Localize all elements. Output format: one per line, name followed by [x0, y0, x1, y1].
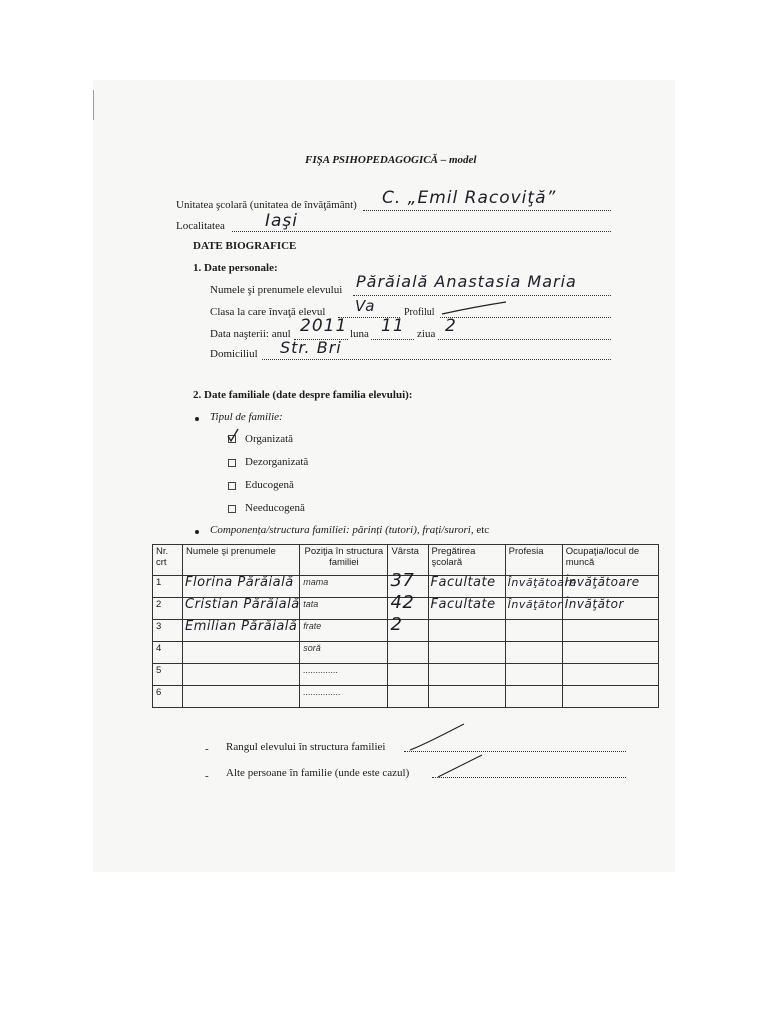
data-nasterii-label: Data naşterii: anul	[210, 328, 291, 340]
cell-pos	[300, 598, 388, 620]
cell-edu	[428, 664, 505, 686]
domiciliu-label: Domiciliul	[210, 348, 258, 360]
title-suffix: – model	[440, 154, 477, 166]
anul-value: 2011	[300, 316, 348, 336]
pos-text: frate	[303, 621, 322, 631]
cell-edu	[428, 620, 505, 642]
cell-prof	[505, 576, 577, 598]
cell-name	[183, 686, 300, 708]
header-profesia: Profesia	[505, 545, 562, 576]
cell-name	[183, 576, 300, 598]
clasa-value: Va	[355, 297, 376, 315]
cell-prof	[505, 642, 562, 664]
nume-line	[353, 295, 611, 296]
alte-strike	[436, 753, 486, 779]
cell-prof	[505, 664, 562, 686]
table-row	[153, 598, 659, 620]
cell-edu	[428, 598, 505, 620]
dash-rang: -	[205, 743, 209, 755]
luna-value: 11	[381, 316, 405, 336]
cell-occ	[562, 576, 658, 598]
document-title	[305, 154, 476, 167]
section-title: DATE BIOGRAFICE	[193, 240, 297, 252]
unitatea-line	[363, 210, 611, 211]
cell-name	[183, 664, 300, 686]
bullet-tip	[195, 417, 199, 421]
localitatea-value: Iaşi	[265, 211, 299, 231]
checkmark-icon	[226, 428, 240, 444]
cell-name	[183, 620, 300, 642]
checkbox-dezorganizata[interactable]	[228, 459, 236, 467]
componenta-italic: Componența/structura familiei: părinți (tutori), frați/surori,	[210, 524, 474, 536]
rang-label: Rangul elevului în structura familiei	[226, 741, 386, 753]
checkbox-educogena[interactable]	[228, 482, 236, 490]
pos-text: soră	[303, 643, 321, 653]
pos-text: tata	[303, 599, 319, 609]
bullet-componenta	[195, 530, 199, 534]
unitatea-value: C. „Emil Racoviţă”	[382, 188, 557, 208]
cell-prof	[505, 620, 562, 642]
edu-handwriting: Facultate	[430, 575, 496, 590]
nume-label: Numele şi prenumele elevului	[210, 284, 343, 296]
header-pregatirea: Pregătirea şcolară	[428, 545, 505, 576]
alte-label: Alte persoane în familie (unde este cazul)	[226, 767, 410, 779]
cell-pos	[300, 576, 388, 598]
title-main: FIŞA PSIHOPEDAGOGICĂ	[305, 154, 438, 166]
family-table	[152, 544, 659, 708]
componenta-etc: etc	[476, 524, 490, 536]
cell-nr: 3	[153, 620, 183, 642]
cell-pos	[300, 686, 388, 708]
unitatea-label: Unitatea şcolară (unitatea de învăţământ)	[176, 199, 357, 211]
cell-name	[183, 642, 300, 664]
cell-name	[183, 598, 300, 620]
cell-edu	[428, 686, 505, 708]
clasa-label: Clasa la care învaţă elevul	[210, 306, 326, 318]
dash-alte: -	[205, 770, 209, 782]
luna-label: luna	[350, 328, 369, 340]
age-handwriting: 2	[390, 614, 403, 635]
componenta-label	[210, 524, 489, 537]
name-handwriting: Florina Părăială	[185, 575, 294, 590]
rang-strike	[408, 722, 468, 752]
name-handwriting: Emilian Părăială	[185, 619, 298, 634]
cell-pos	[300, 620, 388, 642]
header-nr: Nr. crt	[153, 545, 183, 576]
cell-nr: 5	[153, 664, 183, 686]
luna-line	[371, 339, 414, 340]
table-row	[153, 620, 659, 642]
domiciliu-line	[262, 359, 611, 360]
option-organizata: Organizată	[245, 433, 294, 445]
localitatea-line	[232, 231, 611, 232]
cell-age	[388, 642, 428, 664]
cell-edu	[428, 642, 505, 664]
pos-text: ..............	[303, 665, 339, 675]
cell-occ	[562, 686, 658, 708]
paper-edge	[93, 90, 94, 120]
name-handwriting: Cristian Părăială	[185, 597, 300, 612]
table-row	[153, 686, 659, 708]
family-heading: 2. Date familiale (date despre familia elevului):	[193, 389, 413, 401]
profil-strike	[440, 300, 510, 316]
cell-occ	[562, 598, 658, 620]
prof-handwriting: Învăţător	[507, 598, 563, 611]
cell-nr: 2	[153, 598, 183, 620]
cell-occ	[562, 620, 658, 642]
cell-age	[388, 664, 428, 686]
checkbox-needucogena[interactable]	[228, 505, 236, 513]
ziua-line	[438, 339, 611, 340]
table-row	[153, 664, 659, 686]
personal-heading: 1. Date personale:	[193, 262, 278, 274]
profil-line	[440, 317, 611, 318]
cell-nr: 1	[153, 576, 183, 598]
occ-handwriting: Învăţătoare	[564, 575, 640, 589]
cell-occ	[562, 664, 658, 686]
cell-nr: 6	[153, 686, 183, 708]
localitatea-label: Localitatea	[176, 220, 225, 232]
occ-handwriting: Învăţător	[564, 597, 624, 611]
cell-prof	[505, 686, 562, 708]
tip-familie-label: Tipul de familie:	[210, 411, 283, 423]
cell-age	[388, 686, 428, 708]
option-dezorganizata: Dezorganizată	[245, 456, 309, 468]
option-educogena: Educogenă	[245, 479, 294, 491]
header-nume: Numele şi prenumele	[183, 545, 300, 576]
header-pozitia: Poziţia în structura familiei	[300, 545, 388, 576]
cell-prof	[505, 598, 562, 620]
cell-nr: 4	[153, 642, 183, 664]
edu-handwriting: Facultate	[430, 597, 496, 612]
pos-text: ...............	[303, 687, 341, 697]
ziua-value: 2	[445, 316, 457, 336]
profil-label: Profilul	[404, 307, 435, 318]
cell-edu	[428, 576, 505, 598]
cell-age	[388, 614, 428, 642]
age-handwriting: 42	[390, 592, 415, 613]
cell-occ	[562, 642, 658, 664]
option-needucogena: Needucogenă	[245, 502, 305, 514]
nume-value: Părăială Anastasia Maria	[356, 272, 577, 291]
ziua-label: ziua	[417, 328, 436, 340]
prof-handwriting: Învăţătoare	[507, 576, 577, 589]
table-row	[153, 642, 659, 664]
cell-pos	[300, 664, 388, 686]
pos-text: mama	[303, 577, 329, 587]
cell-pos	[300, 642, 388, 664]
domiciliu-value: Str. Bri	[280, 338, 342, 357]
header-varsta: Vârsta	[388, 545, 428, 576]
age-handwriting: 37	[390, 570, 415, 591]
header-ocupatia: Ocupaţia/locul de muncă	[562, 545, 658, 576]
